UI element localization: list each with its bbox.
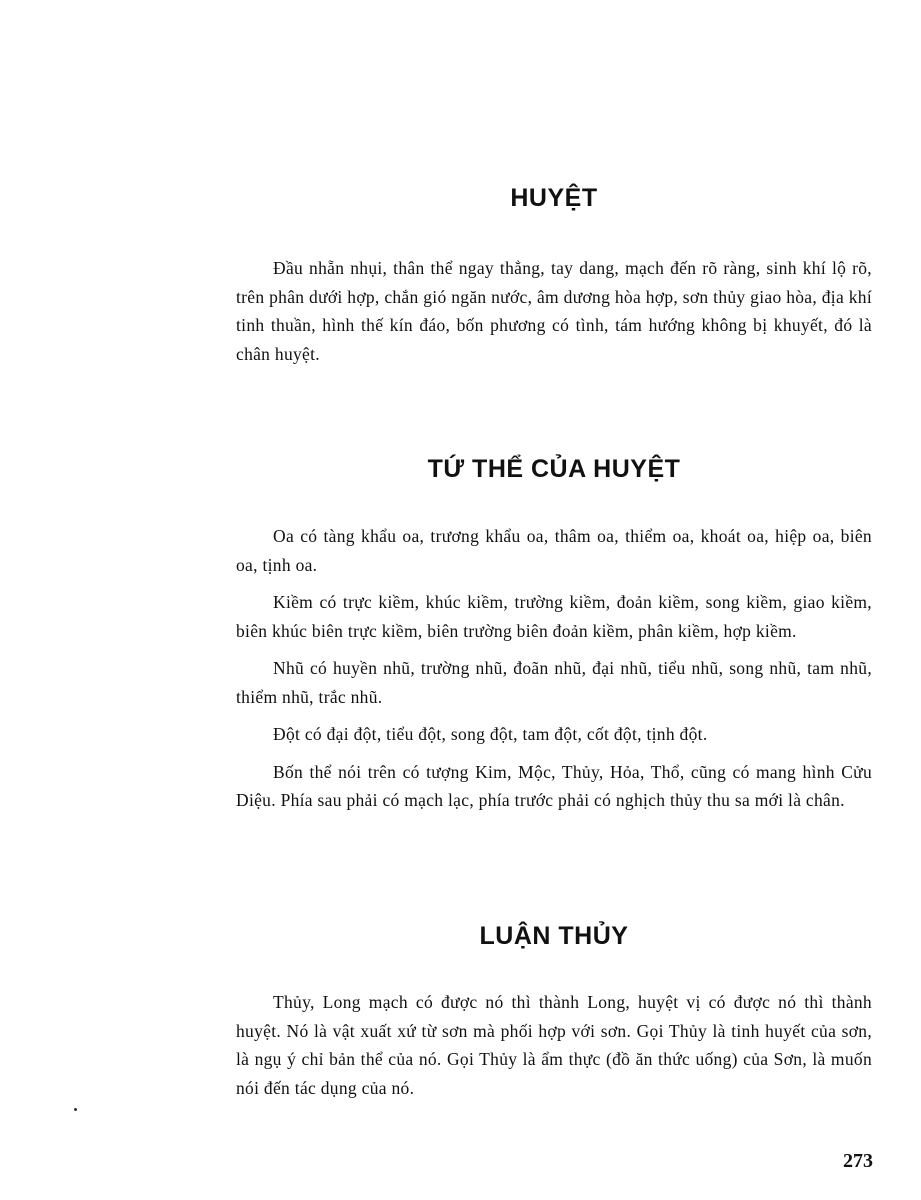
section-heading-huyet: HUYỆT bbox=[510, 184, 598, 212]
paragraph: Đột có đại đột, tiểu đột, song đột, tam đột, cốt đột, tịnh đột. bbox=[273, 724, 708, 744]
paragraph: Oa có tàng khẩu oa, trương khẩu oa, thâm oa, thiểm oa, khoát oa, hiệp oa, biên oa, tịnh oa. bbox=[236, 526, 872, 575]
section-body-huyet bbox=[236, 254, 872, 368]
scan-speck bbox=[74, 1108, 77, 1111]
paragraph: Nhũ có huyền nhũ, trường nhũ, đoãn nhũ, đại nhũ, tiểu nhũ, song nhũ, tam nhũ, thiểm nhũ, trắc nhũ. bbox=[236, 658, 872, 707]
section-heading-tu-the-cua-huyet: TỨ THỂ CỦA HUYỆT bbox=[427, 455, 681, 483]
paragraph: Bốn thể nói trên có tượng Kim, Mộc, Thủy, Hỏa, Thổ, cũng có mang hình Cửu Diệu. Phía sau phải có mạch lạc, phía trước phải có nghịch thủy thu sa mới là chân. bbox=[236, 761, 872, 810]
section-body-luan-thuy bbox=[236, 988, 872, 1102]
paragraph: Thủy, Long mạch có được nó thì thành Long, huyệt vị có được nó thì thành huyệt. Nó là vật xuất xứ từ sơn mà phối hợp với sơn. Gọi Thủy là tinh huyết của sơn, là ngụ ý chỉ bản thể của nó. Gọi Thủy là ẩm thực (đồ ăn thức uống) của Sơn, là muốn nói đến tác dụng của nó. bbox=[236, 992, 872, 1098]
paragraph: Kiềm có trực kiềm, khúc kiềm, trường kiềm, đoản kiềm, song kiềm, giao kiềm, biên khúc biên trực kiềm, biên trường biên đoản kiềm, phân kiềm, hợp kiềm. bbox=[236, 592, 872, 641]
page-number: 273 bbox=[843, 1150, 873, 1172]
section-body-tu-the bbox=[236, 522, 872, 815]
paragraph: Đầu nhẵn nhụi, thân thể ngay thẳng, tay dang, mạch đến rõ ràng, sinh khí lộ rõ, trên phân dưới hợp, chắn gió ngăn nước, âm dương hòa hợp, sơn thủy giao hòa, địa khí tinh thuần, hình thế kín đáo, bốn phương có tình, tám hướng không bị khuyết, đó là chân huyệt. bbox=[236, 258, 872, 364]
section-heading-luan-thuy: LUẬN THỦY bbox=[479, 922, 629, 950]
